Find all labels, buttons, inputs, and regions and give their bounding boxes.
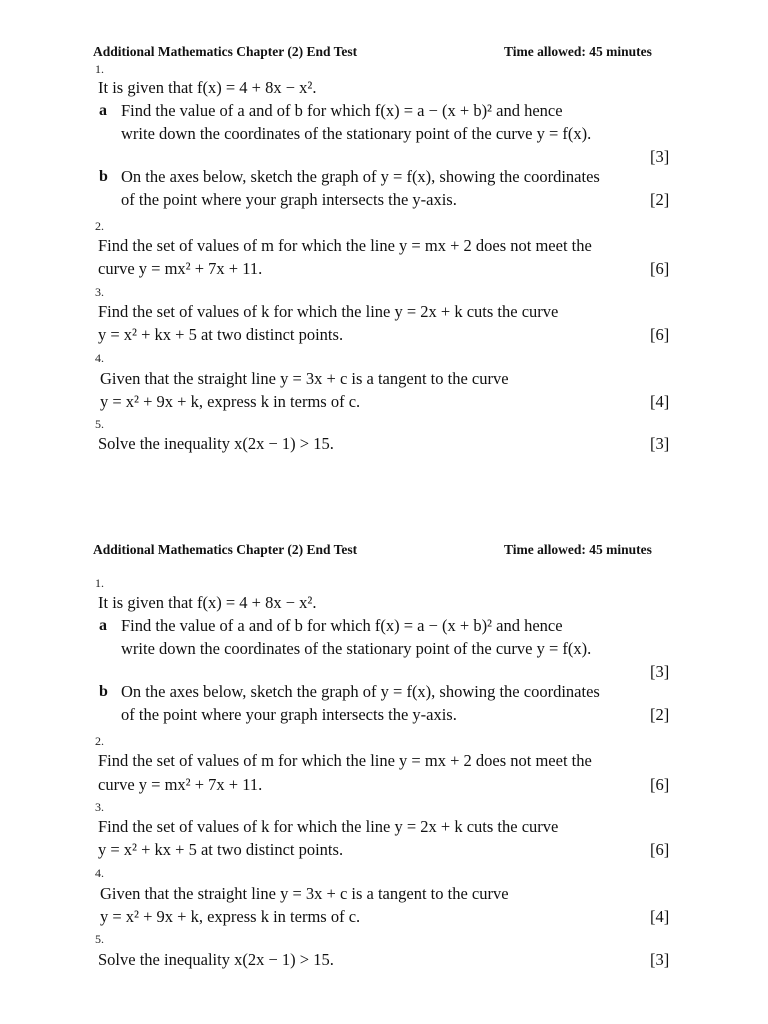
question-1a-label: a [99,102,107,119]
time-allowed: Time allowed: 45 minutes [504,44,652,59]
question-4-line1: Given that the straight line y = 3x + c is a tangent to the curve [100,369,509,388]
question-5-number: 5. [95,932,104,946]
question-1a-marks: [3] [650,147,670,166]
time-allowed: Time allowed: 45 minutes [504,542,652,557]
question-5-line1: Solve the inequality x(2x − 1) > 15. [98,434,334,453]
question-1b-line1: On the axes below, sketch the graph of y = f(x), showing the coordinates [121,682,600,701]
question-1a-label: a [99,617,107,634]
question-2-line1: Find the set of values of m for which the line y = mx + 2 does not meet the [98,751,592,770]
question-4-line2: y = x² + 9x + k, express k in terms of c. [100,907,361,926]
question-2-line2: curve y = mx² + 7x + 11. [98,775,263,794]
question-4-marks: [4] [650,392,670,411]
question-1b-label: b [99,683,108,700]
question-1a-line1: Find the value of a and of b for which f(x) = a − (x + b)² and hence [121,101,563,120]
question-1-number: 1. [95,576,104,590]
question-1-intro: It is given that f(x) = 4 + 8x − x². [98,593,317,612]
question-3-line1: Find the set of values of k for which the line y = 2x + k cuts the curve [98,302,559,321]
question-1a-line1: Find the value of a and of b for which f(x) = a − (x + b)² and hence [121,616,563,635]
question-1a-marks: [3] [650,662,670,681]
question-3-line2: y = x² + kx + 5 at two distinct points. [98,840,344,859]
question-2-line1: Find the set of values of m for which the line y = mx + 2 does not meet the [98,236,592,255]
question-2-number: 2. [95,219,104,233]
question-4-number: 4. [95,351,104,365]
sheet-title: Additional Mathematics Chapter (2) End Test [93,542,358,557]
question-1b-line2: of the point where your graph intersects the y-axis. [121,190,457,209]
question-3-marks: [6] [650,325,670,344]
question-5-marks: [3] [650,434,670,453]
question-2-marks: [6] [650,259,670,278]
question-3-number: 3. [95,285,104,299]
question-1b-line1: On the axes below, sketch the graph of y = f(x), showing the coordinates [121,167,600,186]
question-1b-marks: [2] [650,705,670,724]
question-1a-line2: write down the coordinates of the stationary point of the curve y = f(x). [121,124,592,143]
question-3-line2: y = x² + kx + 5 at two distinct points. [98,325,344,344]
question-2-marks: [6] [650,775,670,794]
question-1-number: 1. [95,62,104,76]
sheet-title: Additional Mathematics Chapter (2) End Test [93,44,358,59]
question-2-number: 2. [95,734,104,748]
question-1b-marks: [2] [650,190,670,209]
question-1a-line2: write down the coordinates of the stationary point of the curve y = f(x). [121,639,592,658]
question-3-line1: Find the set of values of k for which the line y = 2x + k cuts the curve [98,817,559,836]
question-4-line2: y = x² + 9x + k, express k in terms of c. [100,392,361,411]
question-5-number: 5. [95,417,104,431]
question-3-number: 3. [95,800,104,814]
question-5-marks: [3] [650,950,670,969]
question-1b-line2: of the point where your graph intersects the y-axis. [121,705,457,724]
question-1b-label: b [99,168,108,185]
question-4-line1: Given that the straight line y = 3x + c is a tangent to the curve [100,884,509,903]
question-1-intro: It is given that f(x) = 4 + 8x − x². [98,78,317,97]
question-3-marks: [6] [650,840,670,859]
question-4-number: 4. [95,866,104,880]
question-5-line1: Solve the inequality x(2x − 1) > 15. [98,950,334,969]
question-4-marks: [4] [650,907,670,926]
question-2-line2: curve y = mx² + 7x + 11. [98,259,263,278]
